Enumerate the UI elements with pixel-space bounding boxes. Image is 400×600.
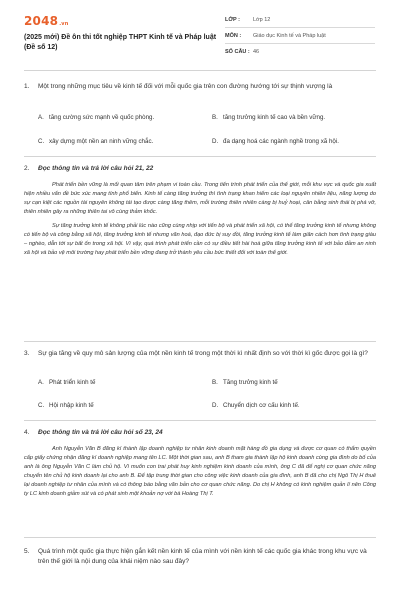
question-text: Quá trình một quốc gia thực hiện gắn kết nền kinh tế của mình với nền kinh tế các quốc gia khác trong khu vực và trên thế giới là nội dung của khái niệm nào sau đây?	[38, 548, 367, 565]
meta-row-count	[225, 44, 375, 60]
option-b[interactable]: B. Tăng trưởng kinh tế	[212, 379, 278, 386]
meta-label: LỚP :	[225, 16, 240, 23]
logo-suffix: .vn	[59, 21, 69, 27]
question-number: 5.	[24, 548, 30, 555]
option-a[interactable]: A. Phát triển kinh tế	[38, 379, 96, 386]
document-title: (2025 mới) Đề ôn thi tốt nghiệp THPT Kinh tế và Pháp luật (Đề số 12)	[24, 34, 217, 51]
meta-value: 46	[253, 49, 260, 55]
passage-2	[24, 181, 376, 263]
site-logo[interactable]	[24, 14, 69, 28]
question-number: 4.	[24, 429, 30, 436]
passage-paragraph: Anh Nguyễn Văn B đăng kí thành lập doanh nghiệp tư nhân kinh doanh mặt hàng đồ gia dụng và được cơ quan có thẩm quyền cấp giấy chứng nhận đăng kí doanh nghiệp mang tên LC. Một thời gian sau, anh B tham gia thành lập hộ kinh doanh cùng gia đình do bố của anh là ông Nguyễn Văn C làm chủ hộ. Vì muốn con trai phát huy kinh nghiệm kinh doanh của mình, ông C đã để nghị cơ quan chức năng chuyển tên chủ hộ kinh doanh lại cho anh B. Để tập trung thời gian cho công việc kinh doanh của gia đình, anh B đã cho chị Ngô Thị H thuê lại doanh nghiệp tư nhân của mình và có thông báo bằng văn bản cho cơ quan chức năng. Do chị H không có kinh nghiệm quản lí nên Công ty LC kinh doanh giảm sút và có phát sinh một khoản nợ với bà Hoàng Thị T.	[24, 446, 376, 497]
option-b[interactable]: B. tăng trưởng kinh tế cao và bền vững.	[212, 114, 326, 121]
meta-value: Lớp 12	[253, 16, 271, 23]
meta-row-subject	[225, 28, 375, 44]
question-2	[24, 164, 376, 174]
passage-paragraph: Phát triển bền vững là mối quan tâm trên phạm vi toàn cầu. Trong tiến trình phát triển của thế giới, mỗi khu vực và quốc gia xuất hiện nhiều vấn đề bức xúc mang tính phổ biến. Kinh tế càng tăng trưởng thì tình trạng khan hiếm các loại nguyên nhiên liệu, năng lượng do sự cạn kiệt các nguồn tài nguyên không tái tạo được càng tăng thêm, mỗi trường thiên nhiên càng bị huỷ hoại, cân bằng sinh thái bị phá vỡ, thiên nhiên gây ra những thiên tai vô cùng thảm khốc.	[24, 182, 376, 215]
meta-label: SỐ CÂU :	[225, 49, 250, 55]
question-text: Sự gia tăng về quy mô sản lượng của một nền kinh tế trong một thời kì nhất định so với thời kì gốc được gọi là gì?	[38, 350, 368, 357]
question-4	[24, 428, 376, 438]
meta-label: MÔN :	[225, 32, 242, 39]
divider	[24, 341, 376, 342]
divider	[24, 537, 376, 538]
option-c[interactable]: C. xây dựng một nền an ninh vững chắc.	[38, 138, 154, 145]
option-a[interactable]: A. tăng cường sức mạnh về quốc phòng.	[38, 114, 155, 121]
meta-value: Giáo dục Kinh tế và Pháp luật	[253, 32, 326, 39]
question-text: Một trong những mục tiêu về kinh tế đối với mỗi quốc gia trên con đường hướng tới sự thịnh vượng là	[38, 83, 333, 90]
option-d[interactable]: D. Chuyển dịch cơ cấu kinh tế.	[212, 402, 300, 409]
option-c[interactable]: C. Hội nhập kinh tế	[38, 402, 94, 409]
logo-main: 2048	[24, 14, 59, 28]
header	[0, 0, 400, 64]
question-5	[24, 547, 376, 566]
question-number: 2.	[24, 165, 30, 172]
document-meta	[225, 12, 375, 60]
question-heading: Đọc thông tin và trả lời câu hỏi số 23, 24	[38, 429, 163, 436]
question-number: 3.	[24, 350, 30, 357]
meta-row-class	[225, 12, 375, 28]
option-d[interactable]: D. đa dạng hoá các ngành nghề trong xã hội.	[212, 138, 339, 145]
divider	[24, 420, 376, 421]
question-number: 1.	[24, 83, 30, 90]
question-3	[24, 349, 376, 359]
question-1	[24, 82, 376, 92]
question-heading: Đọc thông tin và trả lời câu hỏi 21, 22	[38, 165, 154, 172]
passage-paragraph: Sự tăng trưởng kinh tế không phải lúc nào cũng cùng nhịp với tiến bộ và phát triển xã hội, có thể tăng trưởng kinh tế nhưng không có tiến bộ và công bằng xã hội, tăng trưởng kinh tế nhưng văn hoá, đạo đức bị suy đồi, tăng trưởng kinh tế làm giãn cách hơn tình trạng giàu – nghèo, dẫn tới sự bất ổn trong xã hội. Vì vậy, quá trình phát triển cần có sự điều tiết hài hoà giữa tăng trưởng kinh tế với bảo đảm an ninh xã hội và bảo vệ môi trường hay phát triển bền vững đang trở thành yêu cầu bức thiết đối với toàn thế giới.	[24, 223, 376, 256]
divider	[24, 156, 376, 157]
divider	[24, 70, 376, 71]
passage-4	[24, 445, 376, 504]
